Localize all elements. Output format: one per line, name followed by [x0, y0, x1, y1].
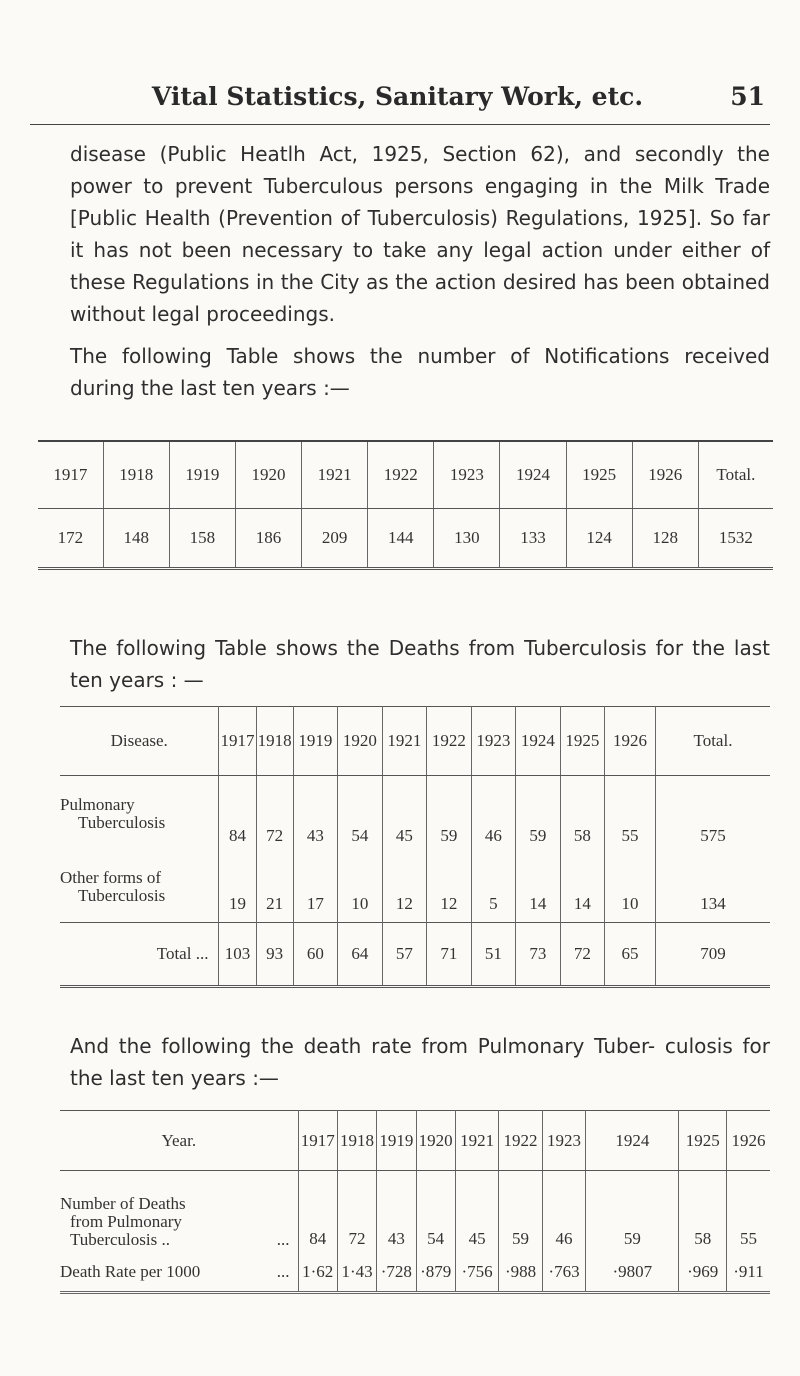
row-label-line2: Tuberculosis: [78, 886, 166, 905]
year-header: 1924: [516, 707, 561, 776]
year-header: 1921: [302, 441, 368, 509]
value-cell: 186: [235, 509, 301, 569]
row-label-line1: Pulmonary: [60, 795, 135, 814]
value-cell: 209: [302, 509, 368, 569]
total-row: [60, 923, 770, 987]
page-header: [30, 82, 765, 122]
row-label: [60, 852, 219, 923]
notifications-header-row: [38, 441, 773, 509]
year-header: 1917: [219, 707, 256, 776]
value-cell: 45: [382, 776, 427, 853]
total-cell: 73: [516, 923, 561, 987]
value-cell: 128: [632, 509, 698, 569]
total-cell: 65: [605, 923, 656, 987]
value-cell: 144: [368, 509, 434, 569]
header-rule: [30, 124, 770, 125]
value-cell: 10: [605, 852, 656, 923]
year-header: 1923: [542, 1111, 585, 1171]
leader-dots: ...: [276, 1229, 290, 1249]
value-cell: 172: [38, 509, 103, 569]
notifications-table: [38, 440, 773, 570]
row-label: [60, 1253, 298, 1293]
rate-cell: ·879: [416, 1253, 455, 1293]
rate-cell: ·969: [679, 1253, 727, 1293]
row-label: [60, 776, 219, 853]
leader-dots: ...: [276, 1261, 290, 1281]
year-header: 1921: [382, 707, 427, 776]
year-header: 1922: [368, 441, 434, 509]
value-cell: 14: [560, 852, 605, 923]
total-cell: 72: [560, 923, 605, 987]
total-label: Total ...: [60, 923, 219, 987]
rate-cell: 1·62: [298, 1253, 337, 1293]
year-header: 1918: [337, 1111, 376, 1171]
notifications-values-row: [38, 509, 773, 569]
value-cell: 43: [293, 776, 338, 853]
total-cell: 64: [338, 923, 383, 987]
rate-cell: ·728: [377, 1253, 416, 1293]
year-header: 1925: [566, 441, 632, 509]
value-cell: 54: [416, 1171, 455, 1253]
total-cell: 103: [219, 923, 256, 987]
value-cell: 14: [516, 852, 561, 923]
row-label-line1: Other forms of: [60, 868, 162, 887]
total-cell: 71: [427, 923, 472, 987]
year-header: 1926: [632, 441, 698, 509]
rate-cell: ·756: [455, 1253, 498, 1293]
row-label: [60, 1171, 298, 1253]
total-cell: 93: [256, 923, 293, 987]
value-cell: 46: [471, 776, 516, 853]
row-label-line1: Number of Deaths: [60, 1193, 186, 1213]
year-header: 1918: [103, 441, 169, 509]
deaths-header-row: [60, 707, 770, 776]
year-header: 1922: [427, 707, 472, 776]
value-cell: 59: [516, 776, 561, 853]
year-header: 1917: [298, 1111, 337, 1171]
other-forms-row: [60, 852, 770, 923]
disease-header: Disease.: [60, 707, 219, 776]
value-cell: 59: [586, 1171, 679, 1253]
year-header: 1925: [560, 707, 605, 776]
value-cell: 55: [739, 1228, 757, 1248]
year-header: 1920: [338, 707, 383, 776]
value-cell: 21: [256, 852, 293, 923]
total-cell: 1532: [718, 528, 753, 547]
value-cell: 5: [471, 852, 516, 923]
value-cell: 54: [338, 776, 383, 853]
total-header: Total.: [655, 707, 770, 776]
pulmonary-row: [60, 776, 770, 853]
value-cell: 124: [566, 509, 632, 569]
year-header: 1924: [586, 1111, 679, 1171]
year-header: 1922: [499, 1111, 542, 1171]
paragraph-notifications-intro: The following Table shows the number of Notifications received during the last ten years :—: [70, 344, 770, 400]
row-label-line2: Tuberculosis: [78, 813, 166, 832]
value-cell: 158: [169, 509, 235, 569]
year-label-header: Year.: [60, 1111, 298, 1171]
value-cell: 58: [679, 1171, 727, 1253]
total-cell: 575: [700, 826, 726, 845]
total-cell: 51: [471, 923, 516, 987]
value-cell: 55: [605, 776, 656, 853]
year-header: 1926: [605, 707, 656, 776]
total-cell: 60: [293, 923, 338, 987]
rate-cell: ·763: [542, 1253, 585, 1293]
year-header: 1921: [455, 1111, 498, 1171]
year-header: 1925: [679, 1111, 727, 1171]
value-cell: 10: [338, 852, 383, 923]
paragraph-regulations: disease (Public Heatlh Act, 1925, Section 62), and secondly the power to prevent Tuberculous persons engaging in the Milk Trade [Public Health (Prevention of Tuberculosis) Regulations, 1925]. So far it has not been necessary to take any legal action under either of these Regulations in the City as the action desired has been obtained without legal proceedings.: [70, 142, 770, 326]
death-rate-table: [60, 1110, 770, 1294]
rate-deaths-row: [60, 1171, 770, 1253]
year-header: 1920: [416, 1111, 455, 1171]
year-header: 1923: [434, 441, 500, 509]
year-header: 1918: [256, 707, 293, 776]
rate-cell: ·9807: [586, 1253, 679, 1293]
year-header: 1919: [377, 1111, 416, 1171]
value-cell: 19: [219, 852, 256, 923]
paragraph-deaths-intro: The following Table shows the Deaths from Tuberculosis for the last ten years : —: [70, 636, 770, 692]
value-cell: 17: [293, 852, 338, 923]
death-rate-row: [60, 1253, 770, 1293]
death-rate-label: Death Rate per 1000: [60, 1261, 201, 1281]
rate-cell: 1·43: [337, 1253, 376, 1293]
year-header: 1923: [471, 707, 516, 776]
value-cell: 84: [219, 776, 256, 853]
rate-cell: ·988: [499, 1253, 542, 1293]
total-cell: 57: [382, 923, 427, 987]
rate-cell: ·911: [733, 1261, 764, 1281]
year-header: 1919: [293, 707, 338, 776]
page-number: 51: [730, 82, 765, 111]
value-cell: 130: [434, 509, 500, 569]
total-cell: 134: [700, 894, 726, 913]
value-cell: 45: [455, 1171, 498, 1253]
value-cell: 43: [377, 1171, 416, 1253]
year-header: 1926: [726, 1111, 770, 1171]
value-cell: 59: [427, 776, 472, 853]
deaths-table: [60, 706, 770, 988]
year-header: 1917: [38, 441, 103, 509]
row-label-line3-text: Tuberculosis ..: [70, 1229, 170, 1249]
value-cell: 133: [500, 509, 566, 569]
value-cell: 72: [337, 1171, 376, 1253]
value-cell: 12: [382, 852, 427, 923]
year-header: 1919: [169, 441, 235, 509]
paragraph-rate-intro: And the following the death rate from Pulmonary Tuber- culosis for the last ten years :—: [70, 1034, 770, 1090]
row-label-line2: from Pulmonary: [70, 1211, 182, 1231]
year-header: 1920: [235, 441, 301, 509]
value-cell: 148: [103, 509, 169, 569]
value-cell: 72: [256, 776, 293, 853]
rate-header-row: [60, 1111, 770, 1171]
grand-total-cell: 709: [655, 923, 770, 987]
year-header: 1924: [500, 441, 566, 509]
total-header: Total.: [698, 441, 773, 509]
value-cell: 84: [298, 1171, 337, 1253]
row-label-line3: [60, 1231, 298, 1249]
value-cell: 59: [499, 1171, 542, 1253]
value-cell: 46: [542, 1171, 585, 1253]
value-cell: 12: [427, 852, 472, 923]
running-title: Vital Statistics, Sanitary Work, etc.: [151, 82, 644, 111]
value-cell: 58: [560, 776, 605, 853]
